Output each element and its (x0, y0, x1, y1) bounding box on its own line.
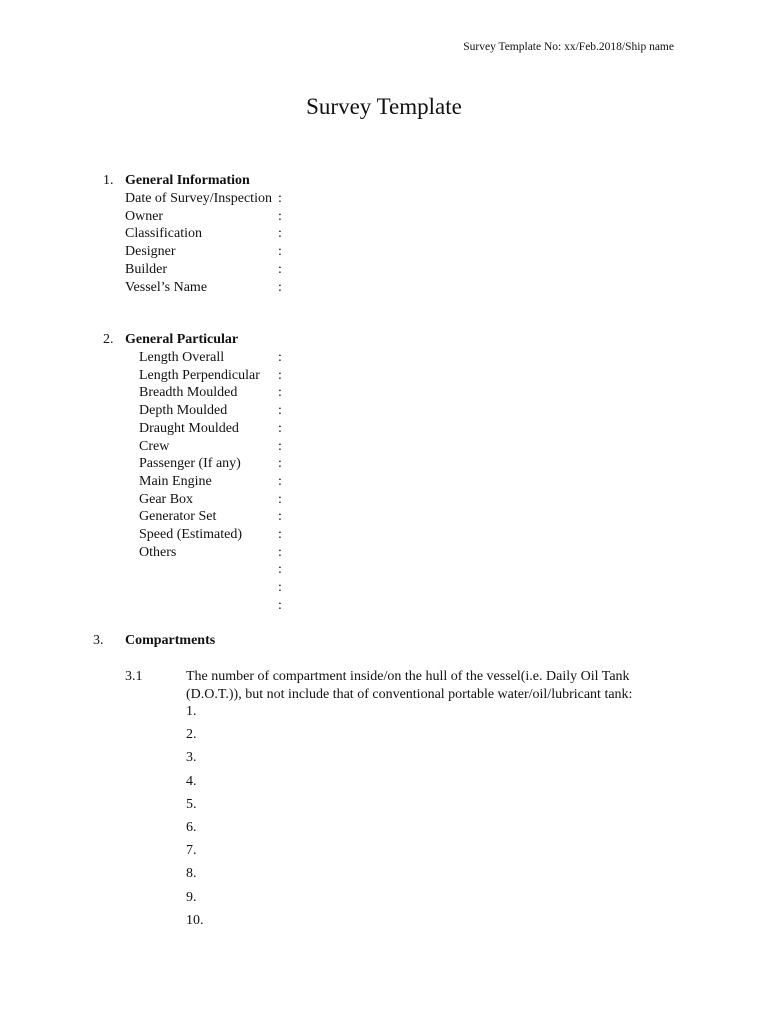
field-label: Breadth Moulded (139, 385, 238, 401)
field-separator: : (278, 367, 282, 383)
field-row (125, 225, 288, 243)
field-row (139, 526, 288, 544)
field-row (139, 508, 288, 526)
section-2-heading: General Particular (125, 332, 239, 347)
field-row (139, 367, 288, 385)
field-label: Length Overall (139, 350, 225, 365)
section-1-number: 1. (103, 173, 114, 188)
section-2-number: 2. (103, 332, 114, 347)
field-label: Depth Moulded (139, 403, 228, 419)
list-item: 10. (186, 912, 204, 928)
section-3-heading: Compartments (125, 633, 216, 648)
field-label: Gear Box (139, 491, 194, 507)
field-row (139, 597, 288, 615)
list-item: 2. (186, 727, 197, 743)
subsection-3-1-number: 3.1 (125, 669, 143, 684)
list-item: 9. (186, 889, 197, 905)
field-separator: : (278, 261, 282, 277)
field-label: Generator Set (139, 509, 217, 525)
list-item: 4. (186, 773, 197, 789)
field-label: Passenger (If any) (139, 456, 241, 472)
field-separator: : (278, 191, 282, 206)
field-label: Speed (Estimated) (139, 527, 243, 542)
field-row (139, 438, 288, 456)
field-label: Draught Moulded (139, 420, 239, 436)
field-separator: : (278, 597, 282, 613)
subsection-3-1-text-line-1: The number of compartment inside/on the hull of the vessel(i.e. Daily Oil Tank (186, 669, 630, 684)
field-separator: : (278, 544, 282, 560)
field-separator: : (278, 438, 282, 454)
field-row (125, 279, 288, 297)
field-row (139, 402, 288, 420)
field-separator: : (278, 527, 282, 542)
field-label: Vessel’s Name (125, 279, 208, 295)
field-row (139, 384, 288, 402)
template-reference: Survey Template No: xx/Feb.2018/Ship name (463, 41, 674, 53)
field-label: Designer (125, 244, 176, 260)
field-row (139, 579, 288, 597)
field-separator: : (278, 403, 282, 419)
field-label: Classification (125, 226, 202, 242)
field-row (139, 420, 288, 438)
field-separator: : (278, 385, 282, 401)
list-item: 6. (186, 820, 197, 835)
field-row (125, 190, 288, 208)
section-3-number: 3. (93, 633, 104, 648)
field-separator: : (278, 562, 282, 578)
field-row (139, 455, 288, 473)
field-separator: : (278, 456, 282, 472)
field-row (139, 561, 288, 579)
field-separator: : (278, 226, 282, 242)
field-separator: : (278, 473, 282, 489)
field-separator: : (278, 509, 282, 525)
field-separator: : (278, 420, 282, 436)
field-separator: : (278, 350, 282, 365)
field-row (125, 208, 288, 226)
list-item: 3. (186, 750, 197, 766)
subsection-3-1-text-line-2: (D.O.T.)), but not include that of conventional portable water/oil/lubricant tank: (186, 687, 633, 702)
field-label: Builder (125, 261, 167, 277)
page-title: Survey Template (306, 94, 462, 119)
field-separator: : (278, 244, 282, 260)
field-row (139, 349, 288, 367)
field-row (139, 544, 288, 562)
list-item: 5. (186, 796, 197, 812)
section-1-heading: General Information (125, 173, 250, 188)
field-row (139, 473, 288, 491)
field-separator: : (278, 491, 282, 507)
field-label: Others (139, 544, 177, 560)
field-label: Owner (125, 208, 164, 224)
field-row (125, 243, 288, 261)
field-label: Main Engine (139, 473, 212, 489)
field-label: Length Perpendicular (139, 367, 260, 383)
field-row (125, 261, 288, 279)
list-item: 7. (186, 843, 197, 859)
field-separator: : (278, 580, 282, 596)
list-item: 1. (186, 704, 197, 719)
field-label: Crew (139, 438, 170, 454)
field-separator: : (278, 208, 282, 224)
field-row (139, 491, 288, 509)
field-label: Date of Survey/Inspection (125, 191, 272, 206)
list-item: 8. (186, 866, 197, 882)
field-separator: : (278, 279, 282, 295)
